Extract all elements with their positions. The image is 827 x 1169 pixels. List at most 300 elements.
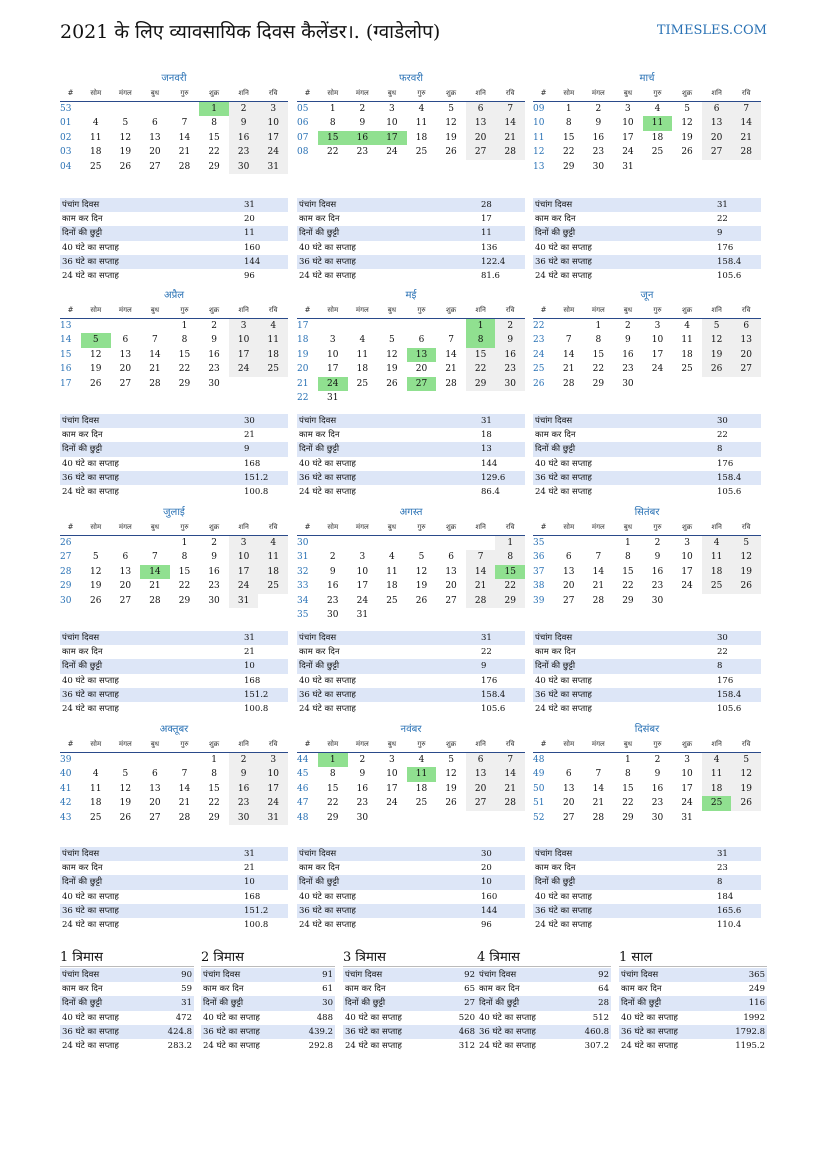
stat-value: 59 [181, 984, 192, 995]
day-cell: 26 [731, 579, 761, 594]
day-cell: 4 [92, 769, 99, 779]
stat-value: 1792.8 [735, 1026, 765, 1037]
stat-label: 36 घंटे का सप्ताह [62, 905, 119, 916]
stat-value: 105.6 [717, 703, 742, 714]
day-cell: 15 [327, 783, 339, 794]
stat-label: 40 घंटे का सप्ताह [621, 1012, 678, 1023]
day-cell: 12 [445, 769, 457, 779]
stat-value: 61 [322, 984, 333, 995]
day-cell: 4 [258, 536, 288, 551]
day-cell: 16 [651, 783, 664, 794]
empty-cell [407, 391, 437, 406]
month-grid [533, 520, 761, 608]
stat-value: 292.8 [308, 1040, 333, 1051]
day-cell: 28 [592, 595, 605, 606]
stat-row [201, 996, 335, 1010]
day-cell: 28 [495, 796, 525, 811]
weekday-header: मंगल [584, 520, 614, 536]
day-cell: 7 [565, 335, 572, 345]
stat-label: दिनों की छुट्टी [479, 998, 520, 1009]
day-cell: 3 [389, 754, 395, 765]
stat-row [297, 198, 525, 212]
stat-row [297, 659, 525, 673]
month-name: अगस्त [399, 507, 423, 518]
stat-label: पंचांग दिवस [621, 970, 659, 980]
day-cell: 22 [495, 579, 525, 594]
weekday-header: गुरु [170, 86, 200, 102]
stat-label: दिनों की छुट्टी [535, 877, 576, 888]
day-cell: 4 [418, 754, 425, 765]
stat-label: काम कर दिन [203, 984, 244, 995]
day-cell: 27 [149, 161, 161, 172]
day-cell: 8 [495, 550, 525, 565]
day-cell: 22 [466, 362, 496, 377]
weekday-header: मंगल [348, 520, 378, 536]
stat-value: 92 [598, 970, 609, 980]
stat-row [533, 659, 761, 673]
day-cell: 3 [684, 754, 690, 765]
day-cell: 25 [258, 362, 288, 377]
day-cell: 13 [563, 566, 575, 577]
stat-value: 10 [481, 877, 492, 888]
weekday-header: # [60, 86, 81, 102]
stat-value: 176 [481, 675, 498, 686]
day-cell: 15 [208, 783, 220, 794]
day-cell: 26 [119, 812, 132, 823]
day-cell: 17 [651, 349, 664, 360]
stat-label: 36 घंटे का सप्ताह [299, 472, 356, 483]
weekday-header: गुरु [170, 737, 200, 753]
stat-label: 36 घंटे का सप्ताह [621, 1026, 678, 1037]
weekday-header: रवि [495, 737, 525, 753]
stat-row [297, 861, 525, 875]
stat-label: पंचांग दिवस [62, 849, 100, 859]
day-cell: 2 [595, 103, 602, 114]
day-cell: 2 [329, 552, 336, 562]
day-cell: 3 [654, 320, 661, 331]
stat-label: काम कर दिन [535, 863, 576, 874]
day-cell: 5 [81, 333, 111, 348]
day-cell: 10 [681, 769, 693, 779]
day-cell: 28 [731, 145, 761, 160]
weekday-header: मंगल [348, 303, 378, 319]
day-cell: 6 [448, 552, 454, 562]
stat-row [297, 631, 525, 645]
month-name: नवंबर [400, 724, 422, 735]
stat-label: 24 घंटे का सप्ताह [535, 919, 592, 930]
stat-value: 158.4 [481, 689, 506, 700]
week-number: 34 [297, 595, 309, 606]
day-cell: 14 [563, 349, 575, 360]
day-cell: 1 [211, 754, 217, 765]
day-cell: 9 [229, 116, 259, 131]
empty-cell [495, 608, 525, 623]
week-number: 12 [533, 147, 545, 157]
stat-label: पंचांग दिवस [299, 849, 337, 859]
day-cell: 25 [702, 796, 732, 811]
day-cell: 4 [654, 103, 661, 114]
stat-row [533, 702, 761, 716]
stat-label: दिनों की छुट्टी [62, 877, 103, 888]
stat-row [297, 255, 525, 269]
week-number: 30 [297, 537, 309, 548]
weekday-header: शनि [466, 520, 496, 536]
stat-value: 22 [717, 214, 728, 225]
weekday-header: बुध [377, 737, 407, 753]
stat-value: 86.4 [481, 486, 500, 497]
stat-value: 28 [598, 998, 609, 1009]
day-cell: 1 [329, 103, 336, 114]
empty-cell [643, 160, 673, 175]
day-cell: 12 [731, 550, 761, 565]
weekday-header: गुरु [170, 520, 200, 536]
weekday-header: बुध [613, 520, 643, 536]
stat-row [533, 674, 761, 688]
empty-cell [377, 536, 407, 551]
day-cell: 1 [495, 536, 525, 551]
stat-value: 283.2 [167, 1040, 192, 1051]
day-cell: 31 [681, 812, 693, 823]
month-grid [297, 737, 525, 825]
week-number: 48 [533, 754, 545, 765]
day-cell: 26 [90, 595, 102, 606]
week-number: 18 [297, 335, 309, 345]
day-cell: 15 [622, 566, 634, 577]
stat-row [533, 645, 761, 659]
empty-cell [554, 536, 584, 551]
month-stats [533, 414, 761, 499]
weekday-header: सोम [318, 86, 348, 102]
stat-row [619, 968, 767, 982]
day-cell: 20 [563, 581, 575, 591]
empty-cell [702, 594, 732, 609]
week-number: 05 [297, 103, 309, 114]
stat-row [343, 996, 477, 1010]
day-cell: 3 [258, 102, 288, 117]
month-stats [60, 198, 288, 283]
month-name: दिसंबर [634, 724, 660, 735]
day-cell: 31 [258, 160, 288, 175]
stat-row [297, 269, 525, 283]
week-number: 40 [60, 769, 72, 779]
empty-cell [554, 319, 584, 334]
stat-value: 307.2 [584, 1040, 609, 1051]
day-cell: 16 [229, 782, 259, 797]
day-cell: 14 [178, 132, 191, 143]
stat-row [533, 414, 761, 428]
day-cell: 2 [359, 754, 366, 765]
day-cell: 5 [684, 103, 690, 114]
stat-value: 81.6 [481, 270, 500, 281]
day-cell: 23 [208, 581, 220, 591]
stat-row [201, 1011, 335, 1025]
stat-label: 36 घंटे का सप्ताह [299, 256, 356, 267]
week-number: 35 [533, 537, 545, 548]
empty-cell [731, 811, 761, 826]
stat-row [60, 968, 194, 982]
day-cell: 11 [258, 333, 288, 348]
day-cell: 10 [622, 118, 634, 128]
stat-label: काम कर दिन [345, 984, 386, 995]
stat-value: 31 [181, 998, 192, 1009]
stat-label: पंचांग दिवस [535, 200, 573, 210]
weekday-header: # [533, 86, 554, 102]
day-cell: 24 [258, 145, 288, 160]
day-cell: 16 [651, 566, 664, 577]
week-number: 25 [533, 364, 545, 374]
week-number: 36 [533, 552, 545, 562]
summary-title: 2 त्रिमास [201, 950, 335, 967]
stat-value: 144 [481, 905, 498, 916]
day-cell: 11 [90, 132, 102, 143]
day-cell: 6 [702, 102, 732, 117]
day-cell: 3 [229, 319, 259, 334]
day-cell: 23 [208, 364, 220, 374]
day-cell: 18 [702, 565, 732, 580]
day-cell: 20 [702, 131, 732, 146]
day-cell: 17 [356, 581, 369, 591]
stat-value: 13 [481, 444, 492, 455]
stat-row [60, 645, 288, 659]
stat-label: 24 घंटे का सप्ताह [62, 1040, 119, 1051]
week-number: 32 [297, 566, 309, 577]
day-cell: 2 [625, 320, 631, 331]
day-cell: 2 [654, 537, 661, 548]
stat-label: पंचांग दिवस [299, 633, 337, 643]
day-cell: 29 [466, 377, 496, 392]
stat-label: 40 घंटे का सप्ताह [62, 458, 119, 469]
stat-row [619, 996, 767, 1010]
day-cell: 16 [348, 131, 378, 146]
day-cell: 22 [622, 581, 634, 591]
empty-cell [731, 160, 761, 175]
empty-cell [466, 536, 496, 551]
stat-value: 158.4 [717, 689, 742, 700]
month-calendar [60, 289, 288, 391]
day-cell: 23 [495, 362, 525, 377]
stat-label: 40 घंटे का सप्ताह [62, 1012, 119, 1023]
day-cell: 2 [495, 319, 525, 334]
day-cell: 14 [140, 565, 170, 580]
stat-value: 184 [717, 891, 734, 902]
month-name: मई [405, 290, 417, 301]
day-cell: 30 [622, 378, 634, 389]
weekday-header: रवि [731, 303, 761, 319]
stat-value: 18 [481, 430, 492, 441]
weekday-header: सोम [318, 737, 348, 753]
day-cell: 10 [386, 118, 398, 128]
day-cell: 12 [681, 118, 693, 128]
day-cell: 13 [563, 783, 575, 794]
weekday-header: # [297, 737, 318, 753]
day-cell: 13 [445, 566, 457, 577]
stat-label: पंचांग दिवस [62, 633, 100, 643]
stat-label: दिनों की छुट्टी [62, 998, 103, 1009]
day-cell: 27 [149, 812, 161, 823]
day-cell: 19 [445, 783, 457, 794]
week-number: 26 [60, 537, 72, 548]
day-cell: 2 [211, 537, 217, 548]
stat-row [201, 1039, 335, 1053]
day-cell: 21 [731, 131, 761, 146]
day-cell: 23 [229, 145, 259, 160]
day-cell: 21 [149, 581, 161, 591]
day-cell: 1 [595, 320, 602, 331]
stat-row [343, 968, 477, 982]
empty-cell [436, 319, 466, 334]
weekday-header: बुध [140, 737, 170, 753]
stat-value: 90 [181, 970, 192, 980]
day-cell: 25 [702, 579, 732, 594]
week-number: 28 [60, 566, 72, 577]
weekday-header: शनि [466, 86, 496, 102]
stat-row [619, 982, 767, 996]
day-cell: 3 [625, 103, 631, 114]
day-cell: 8 [625, 552, 631, 562]
month-grid [60, 86, 288, 174]
empty-cell [436, 811, 466, 826]
weekday-header: शुक्र [199, 737, 229, 753]
weekday-header: शुक्र [436, 86, 466, 102]
stat-value: 176 [717, 458, 734, 469]
day-cell: 18 [415, 783, 428, 794]
day-cell: 5 [122, 769, 129, 779]
summary-box [201, 950, 335, 1053]
stat-row [533, 241, 761, 255]
day-cell: 27 [563, 812, 575, 823]
day-cell: 3 [389, 103, 395, 114]
empty-cell [111, 753, 141, 768]
day-cell: 6 [466, 102, 496, 117]
day-cell: 21 [495, 131, 525, 146]
stat-label: 40 घंटे का सप्ताह [299, 242, 356, 253]
week-number: 35 [297, 610, 309, 620]
month-name: अप्रैल [163, 290, 185, 301]
stat-value: 30 [322, 998, 333, 1009]
day-cell: 23 [651, 581, 664, 591]
stat-value: 31 [717, 200, 728, 210]
stat-value: 21 [244, 430, 255, 441]
stat-row [60, 1025, 194, 1039]
stat-label: 24 घंटे का सप्ताह [299, 919, 356, 930]
stat-value: 424.8 [167, 1026, 192, 1037]
day-cell: 9 [359, 769, 366, 779]
day-cell: 1 [625, 754, 631, 765]
stat-row [619, 1025, 767, 1039]
day-cell: 30 [651, 595, 664, 606]
summary-title: 1 साल [619, 950, 767, 967]
site-link[interactable]: TIMESLES.COM [656, 23, 767, 38]
weekday-header: सोम [318, 303, 348, 319]
day-cell: 12 [119, 132, 132, 143]
month-stats [533, 631, 761, 716]
empty-cell [81, 319, 111, 334]
stat-label: 40 घंटे का सप्ताह [535, 458, 592, 469]
day-cell: 14 [592, 566, 605, 577]
weekday-header: मंगल [348, 86, 378, 102]
day-cell: 28 [563, 378, 575, 389]
weekday-header: सोम [81, 520, 111, 536]
day-cell: 19 [415, 581, 428, 591]
day-cell: 10 [229, 333, 259, 348]
week-number: 44 [297, 754, 309, 765]
stat-row [201, 1025, 335, 1039]
day-cell: 28 [445, 378, 457, 389]
stat-label: पंचांग दिवस [535, 633, 573, 643]
day-cell: 30 [208, 595, 220, 606]
day-cell: 26 [681, 147, 693, 157]
day-cell: 9 [654, 769, 661, 779]
day-cell: 31 [229, 594, 259, 609]
stat-label: पंचांग दिवस [203, 970, 241, 980]
stat-value: 9 [717, 228, 723, 239]
day-cell: 11 [702, 767, 732, 782]
day-cell: 25 [90, 161, 102, 172]
stat-value: 144 [244, 256, 261, 267]
summary-title: 1 त्रिमास [60, 950, 194, 967]
stat-row [60, 226, 288, 240]
day-cell: 30 [356, 812, 369, 823]
stat-value: 23 [717, 863, 728, 874]
stat-label: 40 घंटे का सप्ताह [535, 242, 592, 253]
weekday-header: बुध [140, 520, 170, 536]
stat-label: पंचांग दिवस [535, 416, 573, 426]
stat-row [60, 198, 288, 212]
weekday-header: गुरु [643, 86, 673, 102]
week-number: 46 [297, 783, 309, 794]
day-cell: 14 [466, 565, 496, 580]
day-cell: 22 [178, 364, 191, 374]
day-cell: 20 [563, 798, 575, 808]
weekday-header: गुरु [407, 737, 437, 753]
stat-row [533, 918, 761, 932]
stat-label: पंचांग दिवस [345, 970, 383, 980]
weekday-header: # [533, 303, 554, 319]
day-cell: 25 [415, 147, 428, 157]
stat-row [60, 918, 288, 932]
weekday-header: # [297, 520, 318, 536]
week-number: 50 [533, 783, 545, 794]
stat-value: 176 [717, 242, 734, 253]
day-cell: 6 [731, 319, 761, 334]
day-cell: 13 [149, 783, 161, 794]
weekday-header: # [297, 86, 318, 102]
day-cell: 18 [258, 348, 288, 363]
day-cell: 17 [681, 566, 693, 577]
stat-value: 31 [244, 200, 255, 210]
day-cell: 10 [651, 335, 664, 345]
day-cell: 16 [356, 783, 369, 794]
week-number: 13 [60, 320, 72, 331]
day-cell: 9 [211, 335, 217, 345]
stat-value: 21 [244, 647, 255, 658]
day-cell: 24 [386, 147, 398, 157]
day-cell: 20 [466, 131, 496, 146]
month-calendar [60, 723, 288, 825]
week-number: 03 [60, 147, 72, 157]
stat-row [477, 982, 611, 996]
day-cell: 18 [415, 132, 428, 143]
day-cell: 30 [592, 161, 605, 172]
stat-value: 1992 [743, 1012, 765, 1023]
weekday-header: रवि [258, 303, 288, 319]
stat-label: 36 घंटे का सप्ताह [535, 472, 592, 483]
empty-cell [111, 102, 141, 117]
stat-label: 24 घंटे का सप्ताह [299, 703, 356, 714]
day-cell: 7 [731, 102, 761, 117]
stat-row [60, 442, 288, 456]
weekday-header: # [60, 520, 81, 536]
